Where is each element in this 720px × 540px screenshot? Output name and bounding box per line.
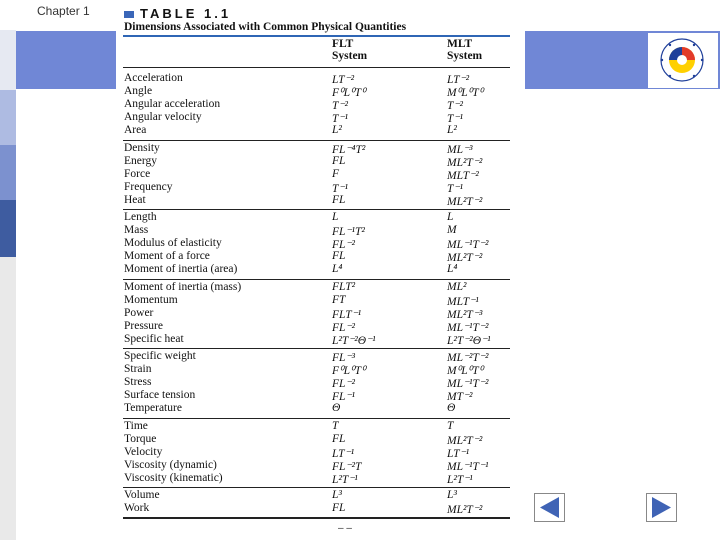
row-flt-dimension: LT⁻¹ (332, 447, 355, 460)
sidebar-segment (0, 200, 16, 257)
row-flt-dimension: FL (332, 432, 346, 445)
table-marker-icon (124, 11, 134, 18)
university-logo (648, 33, 718, 88)
row-quantity: Density (124, 141, 160, 154)
header-rule-bottom (123, 67, 510, 68)
row-mlt-dimension: T (447, 419, 454, 432)
row-quantity: Specific weight (124, 350, 196, 362)
chapter-label: Chapter 1 (37, 4, 90, 18)
row-mlt-dimension: ML⁻¹T⁻² (447, 321, 489, 334)
row-mlt-dimension: L (447, 211, 454, 223)
row-flt-dimension: FLT⁻¹ (332, 308, 362, 321)
row-flt-dimension: FL⁻² (332, 239, 355, 252)
left-sidebar-strip (0, 0, 16, 540)
row-quantity: Heat (124, 193, 146, 206)
row-quantity: Momentum (124, 293, 178, 306)
sidebar-segment (0, 145, 16, 200)
row-quantity: Torque (124, 432, 157, 445)
triangle-right-icon (647, 494, 676, 521)
row-flt-dimension: L²T⁻¹ (332, 473, 358, 486)
column-header-flt-line1: FLT (332, 38, 354, 50)
row-mlt-dimension: LT⁻¹ (447, 447, 470, 460)
row-flt-dimension: FL⁻² (332, 321, 355, 334)
row-flt-dimension: T (332, 419, 339, 432)
row-flt-dimension: FL (332, 193, 346, 206)
row-flt-dimension: F⁰L⁰T⁰ (332, 365, 366, 378)
row-flt-dimension: F⁰L⁰T⁰ (332, 87, 366, 100)
row-mlt-dimension: T⁻¹ (447, 113, 463, 126)
row-quantity: Length (124, 211, 157, 223)
row-flt-dimension: FL (332, 154, 346, 167)
row-mlt-dimension: ML²T⁻³ (447, 308, 483, 321)
triangle-left-icon (535, 494, 564, 521)
row-flt-dimension: F (332, 167, 340, 180)
sidebar-segment (0, 0, 16, 30)
sidebar-segment (0, 90, 16, 145)
row-quantity: Time (124, 419, 148, 432)
group-divider (123, 418, 510, 419)
row-mlt-dimension: L⁴ (447, 263, 458, 276)
row-quantity: Strain (124, 363, 152, 376)
row-quantity: Power (124, 306, 154, 319)
university-seal-icon (648, 33, 718, 88)
row-mlt-dimension: ML²T⁻² (447, 156, 483, 169)
row-flt-dimension: L³ (332, 489, 342, 501)
row-mlt-dimension: M⁰L⁰T⁰ (447, 87, 484, 100)
row-flt-dimension: T⁻¹ (332, 113, 348, 126)
row-mlt-dimension: MLT⁻¹ (447, 295, 479, 308)
row-mlt-dimension: ML⁻²T⁻² (447, 352, 489, 364)
row-flt-dimension: T⁻¹ (332, 182, 348, 195)
row-quantity: Pressure (124, 319, 163, 332)
row-mlt-dimension: M⁰L⁰T⁰ (447, 365, 484, 378)
row-quantity: Area (124, 124, 147, 137)
column-header-mlt-line2: System (447, 50, 483, 62)
row-mlt-dimension: T⁻² (447, 100, 463, 113)
column-header-mlt (447, 38, 482, 62)
row-flt-dimension: FT (332, 293, 346, 306)
row-flt-dimension: FL⁻¹T² (332, 226, 365, 239)
row-quantity: Acceleration (124, 72, 183, 84)
row-quantity: Volume (124, 489, 160, 501)
row-quantity: Modulus of elasticity (124, 237, 222, 250)
table-label-text: TABLE 1.1 (140, 6, 232, 21)
row-flt-dimension: FL⁻²T (332, 460, 362, 473)
row-quantity: Mass (124, 224, 149, 237)
group-divider (123, 348, 510, 349)
row-quantity: Angular acceleration (124, 98, 221, 111)
row-mlt-dimension: L²T⁻²Θ⁻¹ (447, 334, 491, 347)
row-quantity: Energy (124, 154, 158, 167)
row-flt-dimension: FL⁻³ (332, 352, 355, 364)
previous-slide-button[interactable] (534, 493, 565, 522)
row-flt-dimension: FL⁻¹ (332, 391, 355, 404)
row-quantity: Frequency (124, 180, 173, 193)
row-mlt-dimension: M (447, 224, 457, 237)
row-quantity: Viscosity (dynamic) (124, 458, 217, 471)
table-title: Dimensions Associated with Common Physical Quantities (124, 21, 407, 33)
row-quantity: Specific heat (124, 332, 184, 345)
row-mlt-dimension: ML²T⁻² (447, 195, 483, 208)
row-flt-dimension: L² (332, 124, 342, 137)
row-quantity: Temperature (124, 402, 182, 415)
row-mlt-dimension: MLT⁻² (447, 169, 479, 182)
row-quantity: Velocity (124, 445, 163, 458)
row-flt-dimension: LT⁻² (332, 74, 355, 86)
row-flt-dimension: FL (332, 502, 346, 515)
row-flt-dimension: FL (332, 250, 346, 263)
page-footer-mark: – – (338, 523, 352, 534)
row-flt-dimension: L⁴ (332, 263, 343, 276)
row-flt-dimension: FLT² (332, 280, 356, 293)
row-mlt-dimension: L² (447, 124, 457, 137)
row-mlt-dimension: Θ (447, 402, 456, 415)
row-mlt-dimension: ML⁻³ (447, 143, 473, 156)
row-mlt-dimension: ML²T⁻² (447, 504, 483, 517)
row-quantity: Moment of inertia (area) (124, 263, 238, 276)
row-quantity: Angle (124, 85, 153, 98)
row-mlt-dimension: L³ (447, 489, 457, 501)
row-quantity: Force (124, 167, 151, 180)
row-quantity: Stress (124, 376, 152, 389)
group-divider (123, 279, 510, 280)
row-mlt-dimension: LT⁻² (447, 74, 470, 86)
row-flt-dimension: FL⁻² (332, 378, 355, 391)
row-mlt-dimension: ML⁻¹T⁻² (447, 378, 489, 391)
row-flt-dimension: T⁻² (332, 100, 348, 113)
row-mlt-dimension: MT⁻² (447, 391, 473, 404)
row-quantity: Moment of inertia (mass) (124, 280, 242, 293)
sidebar-segment (0, 257, 16, 540)
header-rule-top (123, 35, 510, 37)
group-divider (123, 487, 510, 488)
next-slide-button[interactable] (646, 493, 677, 522)
row-flt-dimension: L²T⁻²Θ⁻¹ (332, 334, 376, 347)
row-mlt-dimension: ML²T⁻² (447, 434, 483, 447)
row-quantity: Moment of a force (124, 250, 210, 263)
row-mlt-dimension: ML⁻¹T⁻² (447, 239, 489, 252)
row-flt-dimension: L (332, 211, 339, 223)
row-flt-dimension: Θ (332, 402, 341, 415)
table-bottom-rule (123, 517, 510, 519)
row-mlt-dimension: ML²T⁻² (447, 252, 483, 265)
row-mlt-dimension: ML⁻¹T⁻¹ (447, 460, 489, 473)
group-divider (123, 140, 510, 141)
row-mlt-dimension: T⁻¹ (447, 182, 463, 195)
row-mlt-dimension: L²T⁻¹ (447, 473, 473, 486)
column-header-mlt-line1: MLT (447, 38, 473, 50)
column-header-flt-line2: System (332, 50, 368, 62)
group-divider (123, 209, 510, 210)
row-flt-dimension: FL⁻⁴T² (332, 143, 366, 156)
sidebar-segment (0, 30, 16, 90)
column-header-flt (332, 38, 367, 62)
row-quantity: Angular velocity (124, 111, 202, 124)
row-quantity: Surface tension (124, 389, 196, 402)
row-quantity: Work (124, 502, 150, 515)
row-quantity: Viscosity (kinematic) (124, 471, 223, 484)
table-label (124, 6, 231, 21)
row-mlt-dimension: ML² (447, 280, 467, 293)
